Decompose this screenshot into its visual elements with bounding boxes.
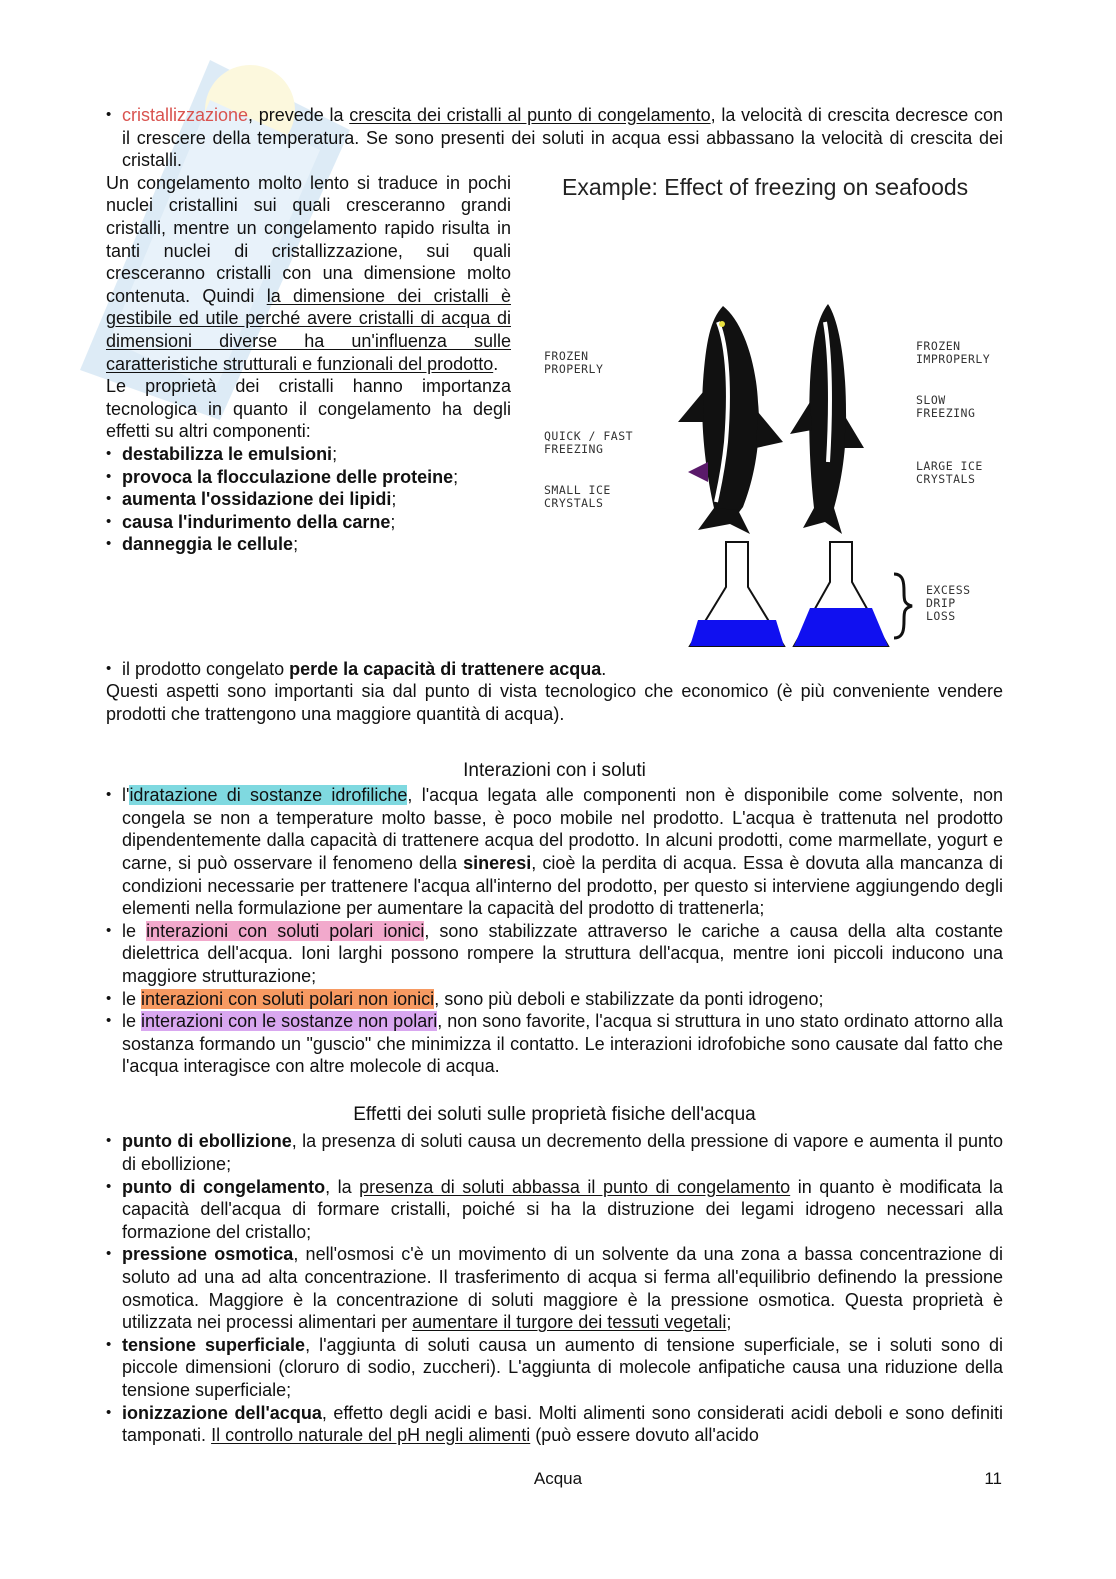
list-item: • pressione osmotica, nell'osmosi c'è un movimento di un solvente da una zona a bassa concentrazione di soluto ad una ad alta concentrazione. Il trasferimento di acqua si ferma all'equilibrio definendo la pressione osmotica. Maggiore è la concentrazione di soluti maggiore è la pressione osmotica. Questa proprietà è utilizzata nei processi alimentari per aumentare il turgore dei tessuti vegetali; xyxy=(106,1243,1003,1333)
label-excess-drip: EXCESS DRIP LOSS xyxy=(926,582,971,623)
footer-title: Acqua xyxy=(533,1469,583,1488)
list-item: • provoca la flocculazione delle proteine; xyxy=(106,466,511,489)
section-title-physical-properties: Effetti dei soluti sulle proprietà fisiche dell'acqua xyxy=(353,1103,756,1125)
intro-list xyxy=(106,104,1003,172)
fish-left-icon xyxy=(678,306,783,534)
document-page xyxy=(106,104,1003,1447)
list-item: • il prodotto congelato perde la capacità di trattenere acqua. xyxy=(106,658,1003,681)
effects-list xyxy=(106,443,511,556)
label-slow-freezing: SLOW FREEZING xyxy=(916,392,976,420)
list-item: • l'idratazione di sostanze idrofiliche, l'acqua legata alle componenti non è disponibile come solvente, non congela se non a temperature molto basse, è poco mobile nel prodotto. L'acqua è trattenuta nel prodotto dipendentemente dalla capacità di trattenere acqua del prodotto. In alcuni prodotti, come marmellate, yogurt e carne, si può osservare il fenomeno della sineresi, cioè la perdita di acqua. Essa è dovuta alla mancanza di condizioni necessarie per trattenere l'acqua all'interno del prodotto, per questo si interviene aggiungendo degli elementi nella formulazione per aumentare la capacità del prodotto di trattenerla; xyxy=(106,784,1003,920)
label-large-ice: LARGE ICE CRYSTALS xyxy=(916,458,983,486)
paragraph-crystal-properties: Le proprietà dei cristalli hanno importanza tecnologica in quanto il congelamento ha degli effetti su altri componenti: xyxy=(106,376,511,442)
summary-paragraph: Questi aspetti sono importanti sia dal punto di vista tecnologico che economico (è più conveniente vendere prodotti che trattengono una maggiore quantità di acqua). xyxy=(106,681,1003,724)
fish-right-icon xyxy=(790,304,864,534)
list-item: • causa l'indurimento della carne; xyxy=(106,511,511,534)
label-frozen-improperly: FROZEN IMPROPERLY xyxy=(916,338,991,366)
intro-bullet: • cristallizzazione, prevede la crescita dei cristalli al punto di congelamento, la velocità di crescita decresce con il crescere della temperatura. Se sono presenti dei soluti in acqua essi abbassano la velocità di crescita dei cristalli. xyxy=(106,104,1003,172)
list-item: • le interazioni con soluti polari non ionici, sono più deboli e stabilizzate da ponti idrogeno; xyxy=(106,988,1003,1011)
list-item: • danneggia le cellule; xyxy=(106,533,511,556)
flask-right-icon xyxy=(794,542,888,646)
list-item: • tensione superficiale, l'aggiunta di soluti causa un aumento di tensione superficiale, se i soluti sono di piccole dimensioni (cloruro di sodio, zuccheri). L'aggiunta di molecole anfipatiche causa una riduzione della tensione superficiale; xyxy=(106,1334,1003,1402)
brace-icon xyxy=(894,574,912,638)
list-item: • le interazioni con le sostanze non polari, non sono favorite, l'acqua si struttura in uno stato ordinato attorno alla sostanza formando un "guscio" che minimizza il contatto. Le interazioni idrofobiche sono causate dal fatto che l'acqua interagisce con altre molecole di acqua. xyxy=(106,1010,1003,1078)
physical-properties-list xyxy=(106,1130,1003,1446)
section-title-solutes: Interazioni con i soluti xyxy=(463,759,646,781)
list-item: • aumenta l'ossidazione dei lipidi; xyxy=(106,488,511,511)
left-column xyxy=(106,172,511,556)
list-item: • punto di congelamento, la presenza di soluti abbassa il punto di congelamento in quanto è modificata la capacità dell'acqua di formare cristalli, poiché si ha la distruzione dei legami idrogeno necessari alla formazione del cristallo; xyxy=(106,1176,1003,1244)
flask-left-icon xyxy=(690,542,784,646)
seafood-freezing-figure xyxy=(538,172,1003,692)
page-number: 11 xyxy=(984,1469,1002,1488)
paragraph-freezing-speed: Un congelamento molto lento si traduce in pochi nuclei cristallini sui quali cresceranno grandi cristalli, mentre un congelamento rapido risulta in tanti nuclei di cristallizzazione, sui quali cresceranno cristalli con una dimensione molto contenuta. Quindi la dimensione dei cristalli è gestibile ed utile perché avere cristalli di acqua di dimensioni diverse ha un'influenza sulle caratteristiche strutturali e funzionali del prodotto. xyxy=(106,172,511,374)
list-item: • ionizzazione dell'acqua, effetto degli acidi e basi. Molti alimenti sono considerati acidi deboli e sono definiti tamponati. Il controllo naturale del pH negli alimenti (può essere dovuto all'acido xyxy=(106,1402,1003,1447)
label-frozen-properly: FROZEN PROPERLY xyxy=(544,348,604,376)
effects-list-continued xyxy=(106,658,1003,681)
list-item: • punto di ebollizione, la presenza di soluti causa un decremento della pressione di vapore e aumenta il punto di ebollizione; xyxy=(106,1130,1003,1175)
label-quick-freezing: QUICK / FAST FREEZING xyxy=(544,428,634,456)
list-item: • destabilizza le emulsioni; xyxy=(106,443,511,466)
figure-title: Example: Effect of freezing on seafoods xyxy=(562,173,969,200)
list-item: • le interazioni con soluti polari ionici, sono stabilizzate attraverso le cariche a causa della alta costante dielettrica dell'acqua. Ioni larghi possono rompere la struttura dell'acqua, mentre ioni piccoli inducono una maggiore strutturazione; xyxy=(106,920,1003,988)
solutes-list xyxy=(106,784,1003,1078)
text-with-figure xyxy=(106,172,1003,702)
figure-drawing xyxy=(538,172,1003,692)
label-small-ice: SMALL ICE CRYSTALS xyxy=(544,482,611,510)
